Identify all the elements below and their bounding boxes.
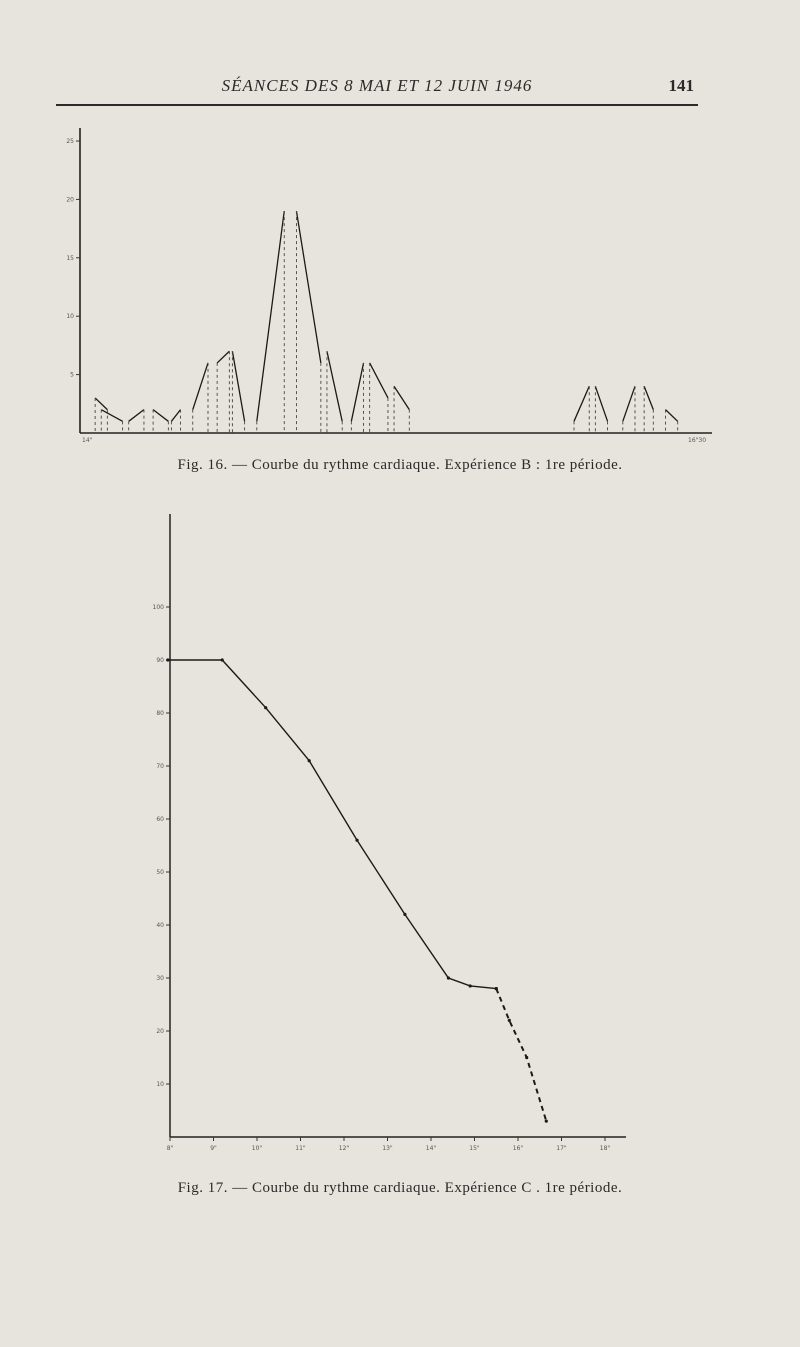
fig16-y-tick-label: 5 xyxy=(70,371,74,379)
fig17-x-tick-label: 13" xyxy=(382,1145,393,1152)
fig17-x-tick-label: 18" xyxy=(599,1145,611,1152)
fig17-curve-dashed xyxy=(496,989,546,1122)
fig17-x-tick-label: 16" xyxy=(512,1145,524,1152)
fig16-y-tick-label: 25 xyxy=(66,138,74,145)
fig17-point xyxy=(221,658,224,661)
fig17-y-tick-label: 70 xyxy=(156,763,164,770)
fig17-x-tick-label: 10" xyxy=(251,1145,263,1152)
fig17-y-tick-label: 100 xyxy=(152,604,164,611)
fig17-curve-solid xyxy=(168,660,496,989)
fig17-y-tick-label: 50 xyxy=(156,869,164,876)
fig17-point xyxy=(403,913,406,916)
fig17-x-tick-label: 9" xyxy=(210,1145,217,1152)
fig17-caption: Fig. 17. — Courbe du rythme cardiaque. Expérience C . 1re période. xyxy=(177,1180,623,1196)
fig16-y-tick-label: 10 xyxy=(66,313,74,321)
fig17-point xyxy=(308,759,311,762)
fig16-y-tick-label: 20 xyxy=(66,196,74,204)
fig17-x-tick-label: 15" xyxy=(469,1145,480,1152)
fig17-y-tick-label: 10 xyxy=(156,1081,164,1088)
fig16-y-tick-label: 15 xyxy=(66,254,74,262)
fig17-point xyxy=(166,658,169,661)
fig17-y-tick-label: 90 xyxy=(156,657,164,664)
page-number: 141 xyxy=(668,76,694,95)
fig17-point xyxy=(495,987,498,990)
fig17-point xyxy=(264,706,267,709)
fig17-y-tick-label: 60 xyxy=(156,816,164,823)
fig17-y-tick-label: 20 xyxy=(156,1028,164,1035)
fig16-caption: Fig. 16. — Courbe du rythme cardiaque. Expérience B : 1re période. xyxy=(177,457,623,473)
fig17-point xyxy=(355,839,358,842)
fig17-point xyxy=(525,1056,528,1059)
fig17-x-tick-label: 17" xyxy=(556,1145,567,1152)
fig17-point xyxy=(545,1120,548,1123)
fig17-x-tick-label: 12" xyxy=(338,1145,350,1152)
fig17-y-tick-label: 30 xyxy=(156,975,164,982)
fig17-y-tick-label: 80 xyxy=(156,710,164,717)
fig17-point xyxy=(469,984,472,987)
fig17-x-tick-label: 11" xyxy=(295,1145,306,1152)
fig16-x-tick-label: 14" xyxy=(82,437,93,444)
fig17-y-tick-label: 40 xyxy=(156,922,164,929)
fig17-x-tick-label: 14" xyxy=(425,1145,437,1152)
fig16-x-tick-label: 16"30 xyxy=(688,437,707,444)
fig17-x-tick-label: 8" xyxy=(166,1145,174,1152)
fig17-point xyxy=(447,976,450,979)
fig17-point xyxy=(508,1019,511,1022)
running-title: SÉANCES DES 8 MAI ET 12 JUIN 1946 xyxy=(221,76,533,95)
